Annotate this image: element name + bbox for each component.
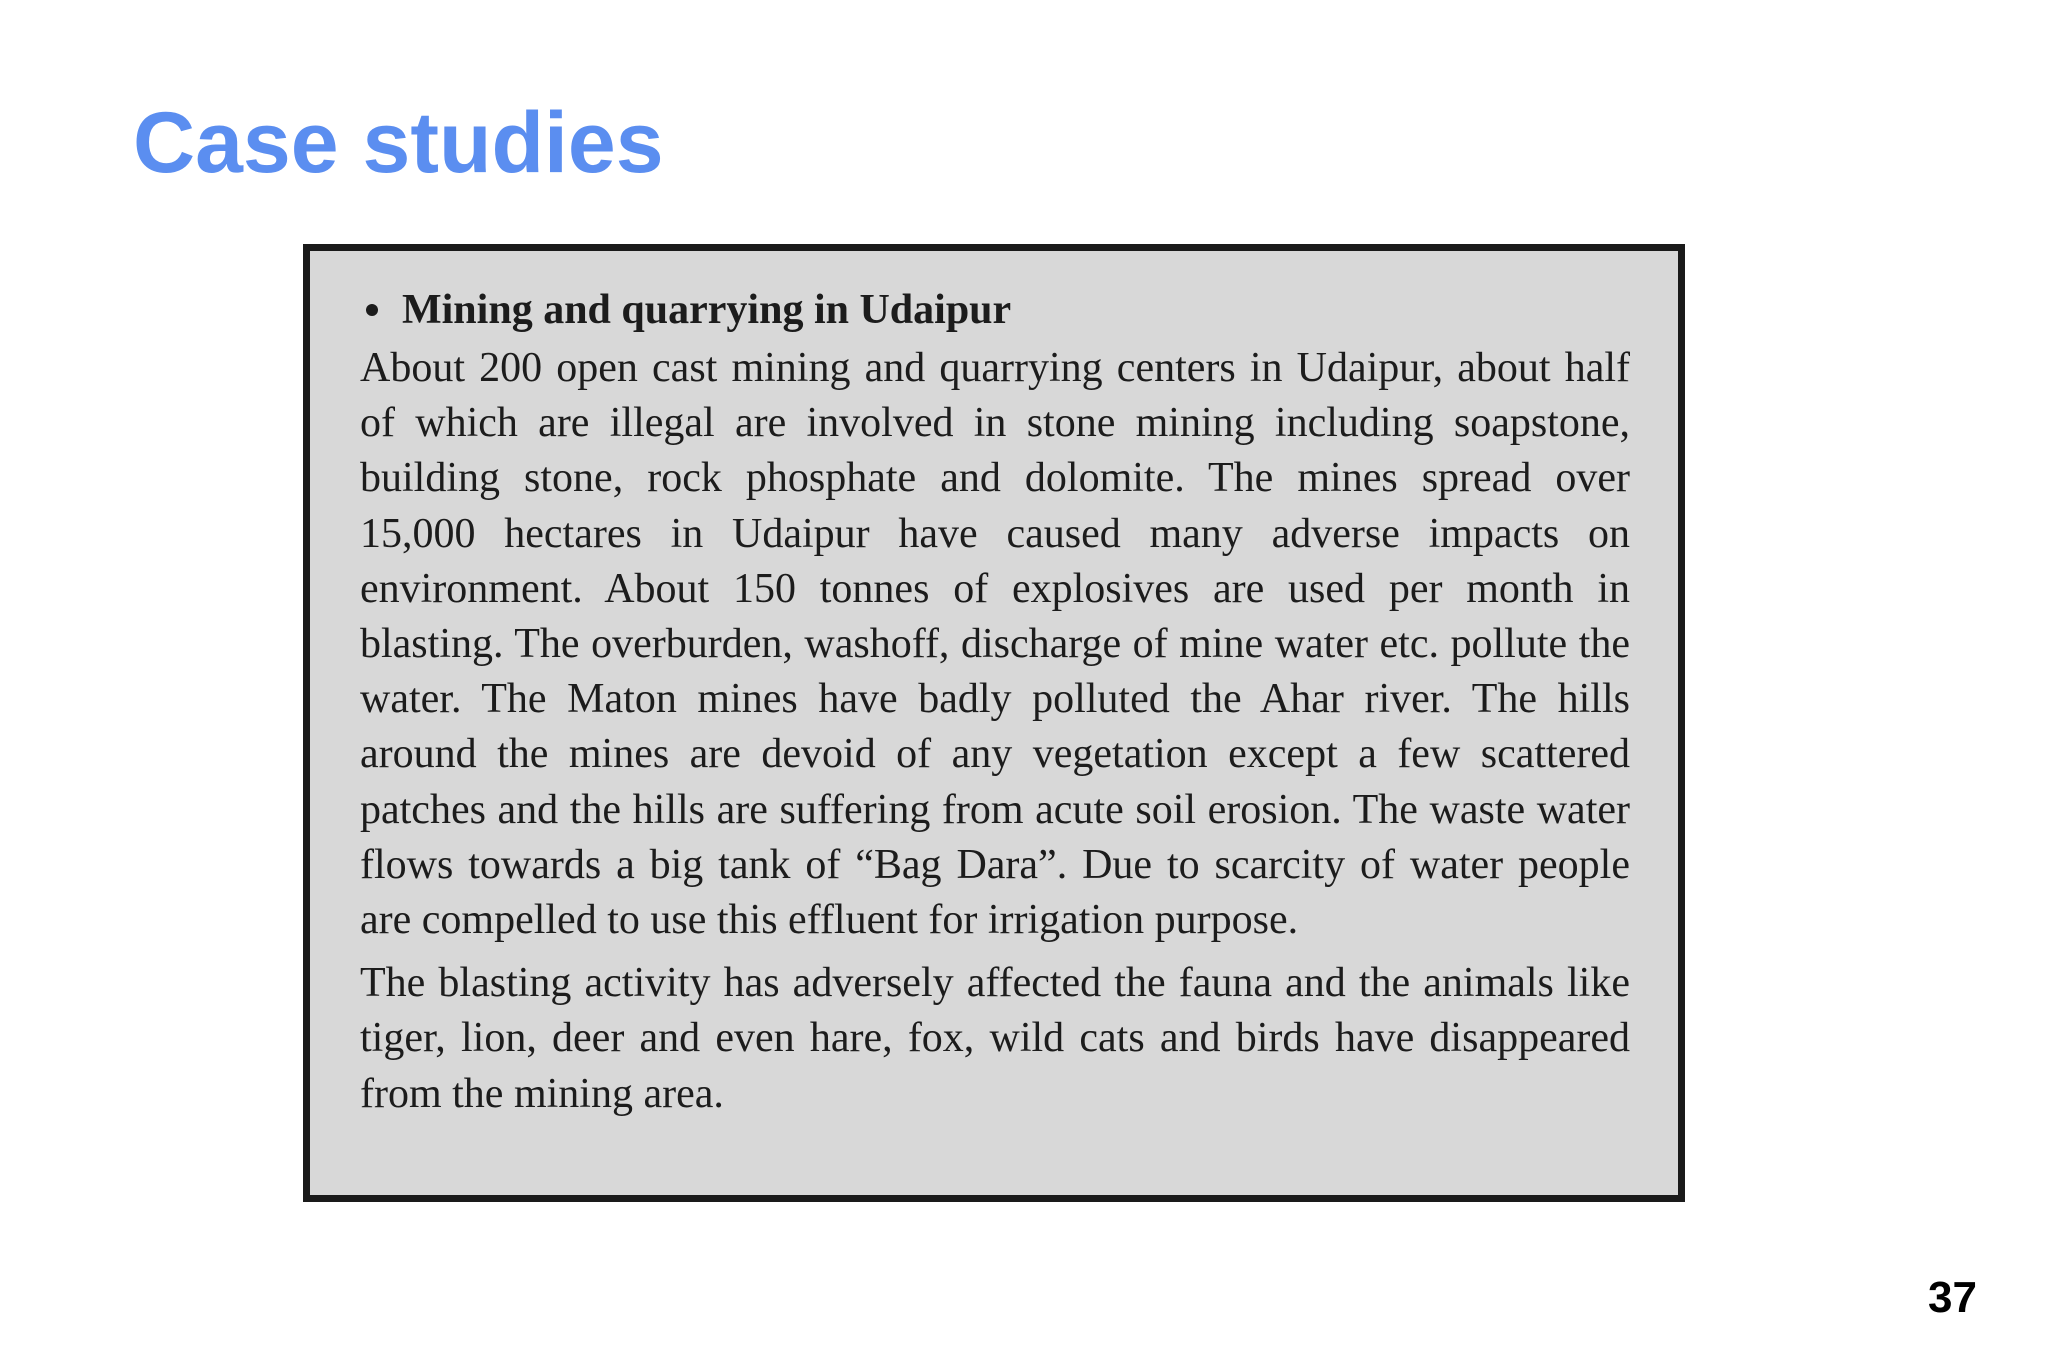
case-study-paragraph-1: About 200 open cast mining and quarrying centers in Udaipur, about half of which are illegal are involved in stone mining including soapstone, building stone, rock phosphate and dolomite. The mines spread over 15,000 hectares in Udaipur have caused many adverse impacts on environment. About 150 tonnes of explosives are used per month in blasting. The overburden, washoff, discharge of mine water etc. pollute the water. The Maton mines have badly polluted the Ahar river. The hills around the mines are devoid of any vegetation except a few scattered patches and the hills are suffering from acute soil erosion. The waste water flows towards a big tank of “Bag Dara”. Due to scarcity of water people are compelled to use this effluent for irrigation purpose.	[360, 345, 1630, 944]
slide-title: Case studies	[133, 95, 664, 191]
case-study-box	[303, 244, 1685, 1202]
case-study-heading-text: Mining and quarrying in Udaipur	[402, 287, 1012, 333]
page-number: 37	[1928, 1273, 1977, 1322]
bullet-icon	[366, 304, 378, 316]
case-study-paragraph-2: The blasting activity has adversely affected the fauna and the animals like tiger, lion, deer and even hare, fox, wild cats and birds have disappeared from the mining area.	[360, 960, 1630, 1117]
case-study-heading	[360, 281, 1630, 339]
